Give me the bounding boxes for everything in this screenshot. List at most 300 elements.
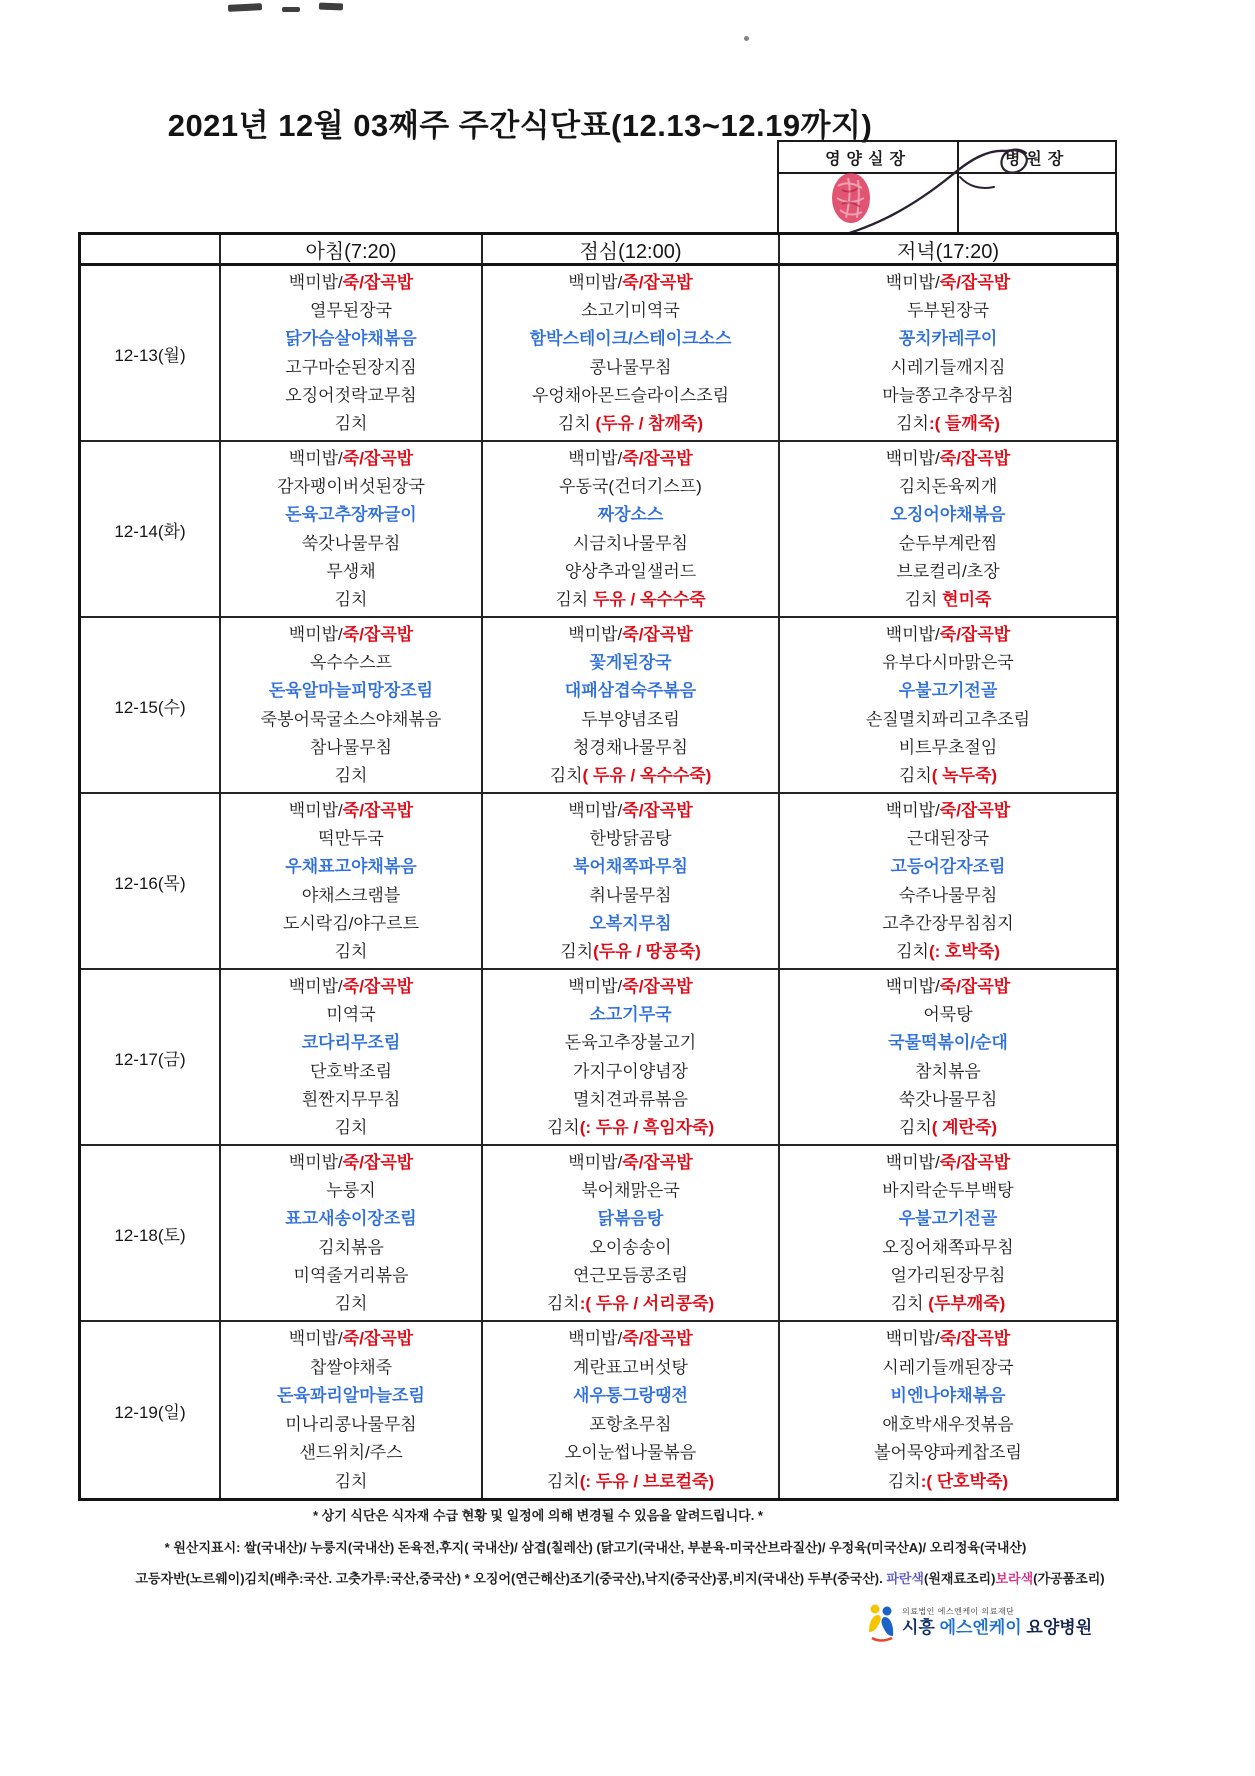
lunch-cell-4 (483, 970, 780, 1146)
menu-item-text: 누룽지 (326, 1181, 376, 1201)
menu-item-text: 오징어젓락교무침 (285, 385, 417, 405)
menu-item (780, 530, 1116, 557)
menu-item-text: 오이눈썹나물볶음 (564, 1443, 697, 1463)
kimchi-note: :( 단호박죽) (920, 1471, 1009, 1491)
menu-item-text: 얼가리된장무침 (890, 1265, 1006, 1285)
menu-item (780, 882, 1116, 909)
menu-item-text: 닭가슴살야채볶음 (285, 329, 417, 349)
rice-red: 죽/잡곡밥 (939, 1153, 1011, 1173)
menu-item (483, 501, 778, 528)
purple-color-legend-paren: (가공품조리) (1033, 1571, 1105, 1586)
rice-black: 백미밥/ (288, 273, 343, 293)
rice-black: 백미밥/ (885, 449, 940, 469)
hospital-name-tail: 요양병원 (1026, 1618, 1093, 1638)
kimchi-line (221, 410, 481, 437)
menu-item-text: 취나물무침 (589, 885, 672, 905)
signoff-nutrition-header: 영양실장 (779, 142, 959, 174)
menu-item (483, 558, 778, 585)
kimchi-label: 김치 (546, 1117, 580, 1137)
kimchi-line (483, 938, 778, 965)
rice-black: 백미밥/ (885, 625, 940, 645)
hospital-logo-icon (866, 1602, 896, 1644)
kimchi-line (221, 1468, 481, 1495)
kimchi-line (483, 1114, 778, 1141)
menu-item (780, 1001, 1116, 1028)
kimchi-label: 김치 (887, 1471, 921, 1491)
kimchi-label: 김치 (898, 765, 932, 785)
menu-item-text: 연근모듬콩조림 (573, 1265, 688, 1285)
rice-line (483, 797, 778, 824)
kimchi-label: 김치 (904, 589, 938, 609)
menu-item-text: 고추간장무침침지 (882, 913, 1014, 933)
kimchi-label: 김치 (334, 1293, 368, 1313)
scan-artifact (282, 7, 300, 12)
menu-item-text: 떡만두국 (318, 829, 384, 849)
kimchi-label: 김치 (546, 1471, 580, 1491)
rice-line (221, 797, 481, 824)
rice-red: 죽/잡곡밥 (342, 977, 414, 997)
rice-red: 죽/잡곡밥 (622, 1153, 693, 1173)
menu-item (780, 1354, 1116, 1381)
hospital-name-city: 시흥 (902, 1618, 940, 1638)
menu-item (483, 1411, 778, 1438)
rice-line (221, 445, 481, 472)
kimchi-line (780, 410, 1116, 437)
menu-item (780, 382, 1116, 409)
rice-red: 죽/잡곡밥 (622, 449, 693, 469)
kimchi-line (221, 938, 481, 965)
rice-black: 백미밥/ (288, 625, 343, 645)
menu-item (483, 910, 778, 937)
menu-item-text: 순두부계란찜 (898, 533, 998, 553)
menu-item-text: 꽁치카레쿠이 (898, 329, 998, 349)
page-title: 2021년 12월 03째주 주간식단표(12.13~12.19까지) (167, 108, 873, 143)
menu-item (483, 297, 778, 324)
menu-item-text: 우불고기전골 (898, 1209, 998, 1229)
lunch-cell-0 (483, 266, 780, 442)
menu-item (780, 297, 1116, 324)
menu-item (221, 1177, 481, 1204)
kimchi-line (221, 586, 481, 613)
rice-line (780, 621, 1116, 648)
kimchi-label: 김치 (334, 1471, 368, 1491)
column-header-0: 아침(7:20) (221, 235, 483, 266)
menu-item-text: 흰짠지무무침 (301, 1089, 401, 1109)
kimchi-label: 김치 (334, 941, 368, 961)
menu-item (221, 853, 481, 880)
menu-item-text: 야채스크램블 (301, 885, 401, 905)
menu-item (780, 1205, 1116, 1232)
breakfast-cell-1 (221, 442, 483, 618)
rice-black: 백미밥/ (568, 977, 623, 997)
menu-item (483, 354, 778, 381)
kimchi-line (221, 762, 481, 789)
menu-item (483, 530, 778, 557)
rice-black: 백미밥/ (288, 1329, 343, 1349)
menu-item-text: 감자팽이버섯된장국 (277, 477, 425, 497)
menu-item-text: 우엉채아몬드슬라이스조림 (531, 385, 730, 405)
menu-item (780, 354, 1116, 381)
kimchi-label: 김치 (334, 589, 368, 609)
breakfast-cell-0 (221, 266, 483, 442)
menu-item-text: 청경채나물무침 (573, 737, 688, 757)
menu-item-text: 양상추과일샐러드 (564, 561, 697, 581)
rice-red: 죽/잡곡밥 (622, 977, 693, 997)
kimchi-label: 김치 (546, 1293, 580, 1313)
kimchi-label: 김치 (896, 941, 929, 961)
menu-item-text: 옥수수스프 (309, 653, 393, 673)
rice-line (221, 973, 481, 1000)
kimchi-line (483, 1468, 778, 1495)
menu-item-text: 포항초무침 (589, 1414, 672, 1434)
rice-red: 죽/잡곡밥 (342, 449, 414, 469)
origin-labels-line2 (30, 1568, 1210, 1587)
menu-item-text: 돈육꽈리알마늘조림 (277, 1386, 425, 1406)
menu-item (780, 1382, 1116, 1409)
menu-item (780, 1058, 1116, 1085)
menu-item (780, 825, 1116, 852)
rice-black: 백미밥/ (568, 801, 623, 821)
menu-item (483, 1177, 778, 1204)
menu-item (483, 1086, 778, 1113)
menu-item-text: 오복지무침 (589, 913, 672, 933)
menu-item-text: 소고기미역국 (581, 301, 680, 321)
rice-red: 죽/잡곡밥 (939, 625, 1011, 645)
dinner-cell-1 (780, 442, 1116, 618)
menu-item-text: 어묵탕 (923, 1005, 973, 1025)
menu-item-text: 두부된장국 (906, 301, 990, 321)
menu-item-text: 바지락순두부백탕 (882, 1181, 1014, 1201)
rice-line (221, 621, 481, 648)
rice-red: 죽/잡곡밥 (622, 801, 693, 821)
rice-red: 죽/잡곡밥 (342, 1153, 414, 1173)
menu-item (780, 473, 1116, 500)
rice-black: 백미밥/ (885, 1329, 940, 1349)
menu-item-text: 무생채 (326, 561, 376, 581)
breakfast-cell-4 (221, 970, 483, 1146)
menu-item-text: 미역줄거리볶음 (293, 1265, 409, 1285)
menu-item-text: 한방닭곰탕 (589, 829, 672, 849)
menu-change-notice: * 상기 식단은 식자재 수급 현황 및 일정에 의해 변경될 수 있음을 알려드립니다. * (313, 1508, 763, 1523)
dinner-cell-2 (780, 618, 1116, 794)
menu-item (483, 882, 778, 909)
kimchi-note: (: 두유 / 브로컬죽) (579, 1471, 715, 1491)
menu-item-text: 근대된장국 (906, 829, 990, 849)
rice-red: 죽/잡곡밥 (622, 625, 693, 645)
menu-item (221, 734, 481, 761)
kimchi-line (483, 410, 778, 437)
menu-item-text: 참나물무침 (309, 737, 393, 757)
menu-item (483, 1234, 778, 1261)
rice-red: 죽/잡곡밥 (342, 625, 414, 645)
menu-item (221, 325, 481, 352)
dinner-cell-6 (780, 1322, 1116, 1498)
rice-black: 백미밥/ (288, 801, 343, 821)
dinner-cell-0 (780, 266, 1116, 442)
menu-item-text: 유부다시마맑은국 (882, 653, 1014, 673)
rice-line (483, 621, 778, 648)
kimchi-label: 김치 (896, 413, 929, 433)
breakfast-cell-2 (221, 618, 483, 794)
menu-item (483, 382, 778, 409)
menu-item-text: 김치돈육찌개 (898, 477, 998, 497)
rice-line (780, 1325, 1116, 1352)
menu-item-text: 오징어채쪽파무침 (882, 1237, 1014, 1257)
menu-item-text: 찹쌀야채죽 (309, 1357, 393, 1377)
rice-red: 죽/잡곡밥 (622, 1329, 693, 1349)
menu-item (483, 473, 778, 500)
menu-item (780, 677, 1116, 704)
kimchi-note: :( 두유 / 서리콩죽) (579, 1293, 715, 1313)
menu-item (780, 558, 1116, 585)
menu-item (221, 354, 481, 381)
menu-item (483, 325, 778, 352)
menu-item (483, 1382, 778, 1409)
menu-item-text: 두부양념조림 (581, 709, 680, 729)
menu-item-text: 코다리무조림 (301, 1033, 401, 1053)
menu-item-text: 미역국 (326, 1005, 376, 1025)
kimchi-label: 김치 (549, 765, 583, 785)
menu-item (780, 910, 1116, 937)
menu-item (483, 1001, 778, 1028)
rice-red: 죽/잡곡밥 (342, 1329, 414, 1349)
menu-item (780, 853, 1116, 880)
kimchi-note: 현미죽 (937, 589, 992, 609)
kimchi-note: (: 두유 / 흑임자죽) (579, 1117, 715, 1137)
menu-item (221, 1001, 481, 1028)
menu-item (221, 706, 481, 733)
day-label-3: 12-16(목) (81, 794, 221, 970)
scan-artifact (228, 3, 262, 12)
kimchi-label: 김치 (334, 1117, 368, 1137)
rice-line (483, 973, 778, 1000)
menu-item (221, 910, 481, 937)
rice-line (780, 445, 1116, 472)
menu-item-text: 오징어야채볶음 (890, 505, 1006, 525)
kimchi-line (780, 1114, 1116, 1141)
menu-item-text: 짜장소스 (597, 505, 664, 525)
kimchi-label: 김치 (557, 413, 591, 433)
rice-red: 죽/잡곡밥 (342, 801, 414, 821)
menu-item-text: 꽃게된장국 (589, 653, 672, 673)
menu-item-text: 우불고기전골 (898, 681, 998, 701)
day-label-2: 12-15(수) (81, 618, 221, 794)
menu-item-text: 표고새송이장조림 (285, 1209, 417, 1229)
menu-item-text: 비엔나야채볶음 (890, 1386, 1006, 1406)
menu-item (221, 1029, 481, 1056)
dinner-cell-3 (780, 794, 1116, 970)
menu-item (221, 473, 481, 500)
rice-line (483, 1149, 778, 1176)
rice-black: 백미밥/ (568, 449, 623, 469)
kimchi-line (483, 1290, 778, 1317)
rice-black: 백미밥/ (288, 1153, 343, 1173)
kimchi-note: ( 계란죽) (931, 1117, 998, 1137)
kimchi-line (221, 1290, 481, 1317)
rice-black: 백미밥/ (288, 449, 343, 469)
menu-item (483, 1354, 778, 1381)
column-header-2: 저녁(17:20) (780, 235, 1116, 266)
menu-item (483, 1439, 778, 1466)
rice-red: 죽/잡곡밥 (342, 273, 414, 293)
day-label-6: 12-19(일) (81, 1322, 221, 1498)
rice-line (780, 797, 1116, 824)
menu-item-text: 고구마순된장지짐 (285, 357, 417, 377)
kimchi-label: 김치 (898, 1117, 932, 1137)
kimchi-label: 김치 (890, 1293, 924, 1313)
menu-item (780, 501, 1116, 528)
column-header-1: 점심(12:00) (483, 235, 780, 266)
menu-item (780, 1439, 1116, 1466)
menu-item-text: 브로컬리/초장 (896, 561, 1000, 581)
kimchi-label: 김치 (334, 765, 368, 785)
rice-line (780, 973, 1116, 1000)
kimchi-label: 김치 (555, 589, 589, 609)
menu-item-text: 대패삼겹숙주볶음 (564, 681, 697, 701)
rice-line (221, 1325, 481, 1352)
menu-item-text: 돈육고추장짜글이 (285, 505, 417, 525)
rice-line (483, 1325, 778, 1352)
menu-item (780, 325, 1116, 352)
lunch-cell-5 (483, 1146, 780, 1322)
rice-red: 죽/잡곡밥 (939, 273, 1011, 293)
scan-artifact (744, 36, 749, 41)
weekly-menu-table (78, 232, 1119, 1501)
scan-artifact (319, 3, 343, 11)
kimchi-note: :( 들깨죽) (928, 413, 1000, 433)
menu-item-text: 손질멸치꽈리고추조림 (865, 709, 1031, 729)
kimchi-note: (두부깨죽) (923, 1293, 1006, 1313)
menu-item (221, 1411, 481, 1438)
rice-black: 백미밥/ (568, 1153, 623, 1173)
lunch-cell-3 (483, 794, 780, 970)
menu-item-text: 볼어묵양파케찹조림 (874, 1443, 1022, 1463)
menu-item-text: 쑥갓나물무침 (898, 1089, 998, 1109)
hospital-foundation-text: 의료법인 에스엔케이 의료재단 (902, 1607, 1015, 1617)
menu-item-text: 시레기들깨지짐 (890, 357, 1006, 377)
menu-item (780, 1029, 1116, 1056)
menu-item (483, 1029, 778, 1056)
rice-black: 백미밥/ (885, 977, 940, 997)
menu-item-text: 시레기들깨된장국 (882, 1357, 1014, 1377)
rice-line (780, 1149, 1116, 1176)
rice-black: 백미밥/ (568, 1329, 623, 1349)
menu-item-text: 단호박조림 (309, 1061, 393, 1081)
purple-color-legend: 보라색 (995, 1571, 1034, 1586)
menu-item (221, 1205, 481, 1232)
origin-line2-text: 고등자반(노르웨이)김치(배추:국산. 고춧가루:국산,중국산) * 오징어(연근해산)조기(중국산),낙지(중국산)콩,비지(국내산) 두부(중국산). (135, 1571, 887, 1586)
menu-item (221, 501, 481, 528)
menu-item-text: 멸치견과류볶음 (573, 1089, 688, 1109)
menu-item-text: 우채표고야채볶음 (285, 857, 417, 877)
menu-item-text: 김치볶음 (318, 1237, 384, 1257)
kimchi-line (780, 1468, 1116, 1495)
kimchi-note: (두유 / 참깨죽) (590, 413, 704, 433)
menu-item-text: 새우통그랑땡전 (573, 1386, 688, 1406)
menu-item (780, 706, 1116, 733)
menu-item (483, 1205, 778, 1232)
lunch-cell-2 (483, 618, 780, 794)
rice-red: 죽/잡곡밥 (622, 273, 693, 293)
menu-item-text: 우동국(건더기스프) (559, 477, 702, 497)
blue-color-legend: 파란색 (886, 1571, 924, 1586)
menu-item-text: 가지구이양념장 (573, 1061, 688, 1081)
menu-item (483, 825, 778, 852)
menu-item (780, 1177, 1116, 1204)
menu-item (483, 677, 778, 704)
kimchi-line (483, 586, 778, 613)
hospital-name-text (902, 1617, 1092, 1638)
menu-item-text: 오이송송이 (589, 1237, 672, 1257)
header-empty-cell (81, 235, 221, 266)
kimchi-note: ( 두유 / 옥수수죽) (582, 765, 712, 785)
rice-black: 백미밥/ (568, 625, 623, 645)
menu-item-text: 북어채쪽파무침 (573, 857, 688, 877)
menu-item-text: 국물떡볶이/순대 (888, 1033, 1008, 1053)
menu-item (221, 382, 481, 409)
menu-item (221, 1439, 481, 1466)
dinner-cell-4 (780, 970, 1116, 1146)
day-label-4: 12-17(금) (81, 970, 221, 1146)
kimchi-label: 김치 (334, 413, 368, 433)
menu-item-text: 돈육고추장불고기 (564, 1033, 697, 1053)
menu-item-text: 콩나물무침 (589, 357, 672, 377)
menu-item (221, 1354, 481, 1381)
menu-item-text: 샌드위치/주스 (299, 1443, 403, 1463)
rice-red: 죽/잡곡밥 (939, 977, 1011, 997)
menu-item (483, 734, 778, 761)
hospital-name-mid: 에스엔케이 (939, 1618, 1027, 1638)
kimchi-line (780, 586, 1116, 613)
menu-item (780, 1234, 1116, 1261)
menu-item-text: 돈육알마늘피망장조림 (268, 681, 434, 701)
menu-item (221, 882, 481, 909)
menu-item (483, 649, 778, 676)
menu-item (221, 530, 481, 557)
menu-item-text: 죽봉어묵굴소스야채볶음 (260, 709, 442, 729)
menu-item-text: 숙주나물무침 (898, 885, 998, 905)
menu-item (780, 1086, 1116, 1113)
origin-labels-line1: * 원산지표시: 쌀(국내산)/ 누룽지(국내산) 돈육전,후지( 국내산)/ 삼겹(칠레산) (닭고기(국내산, 부분육-미국산브라질산)/ 우정육(미국산A)/ 오리정육(국내산) (164, 1540, 1027, 1555)
menu-item-text: 쑥갓나물무침 (301, 533, 401, 553)
menu-item (780, 649, 1116, 676)
rice-line (221, 269, 481, 296)
menu-item (221, 1058, 481, 1085)
menu-item (221, 1086, 481, 1113)
breakfast-cell-5 (221, 1146, 483, 1322)
menu-item-text: 도시락김/야구르트 (282, 913, 420, 933)
kimchi-line (483, 762, 778, 789)
menu-item (483, 853, 778, 880)
menu-item-text: 참치볶음 (915, 1061, 981, 1081)
lunch-cell-6 (483, 1322, 780, 1498)
menu-item (221, 677, 481, 704)
kimchi-note: ( 녹두죽) (931, 765, 998, 785)
signoff-director-header: 병원장 (959, 142, 1115, 174)
kimchi-note: (두유 / 땅콩죽) (593, 941, 701, 961)
menu-item-text: 미나리콩나물무침 (285, 1414, 417, 1434)
rice-line (483, 269, 778, 296)
kimchi-note: (: 호박죽) (928, 941, 1000, 961)
menu-item (780, 734, 1116, 761)
menu-item (221, 558, 481, 585)
rice-black: 백미밥/ (885, 1153, 940, 1173)
menu-item-text: 북어채맑은국 (581, 1181, 680, 1201)
breakfast-cell-3 (221, 794, 483, 970)
menu-item-text: 열무된장국 (309, 301, 393, 321)
kimchi-note: 두유 / 옥수수죽 (588, 589, 706, 609)
kimchi-label: 김치 (560, 941, 594, 961)
